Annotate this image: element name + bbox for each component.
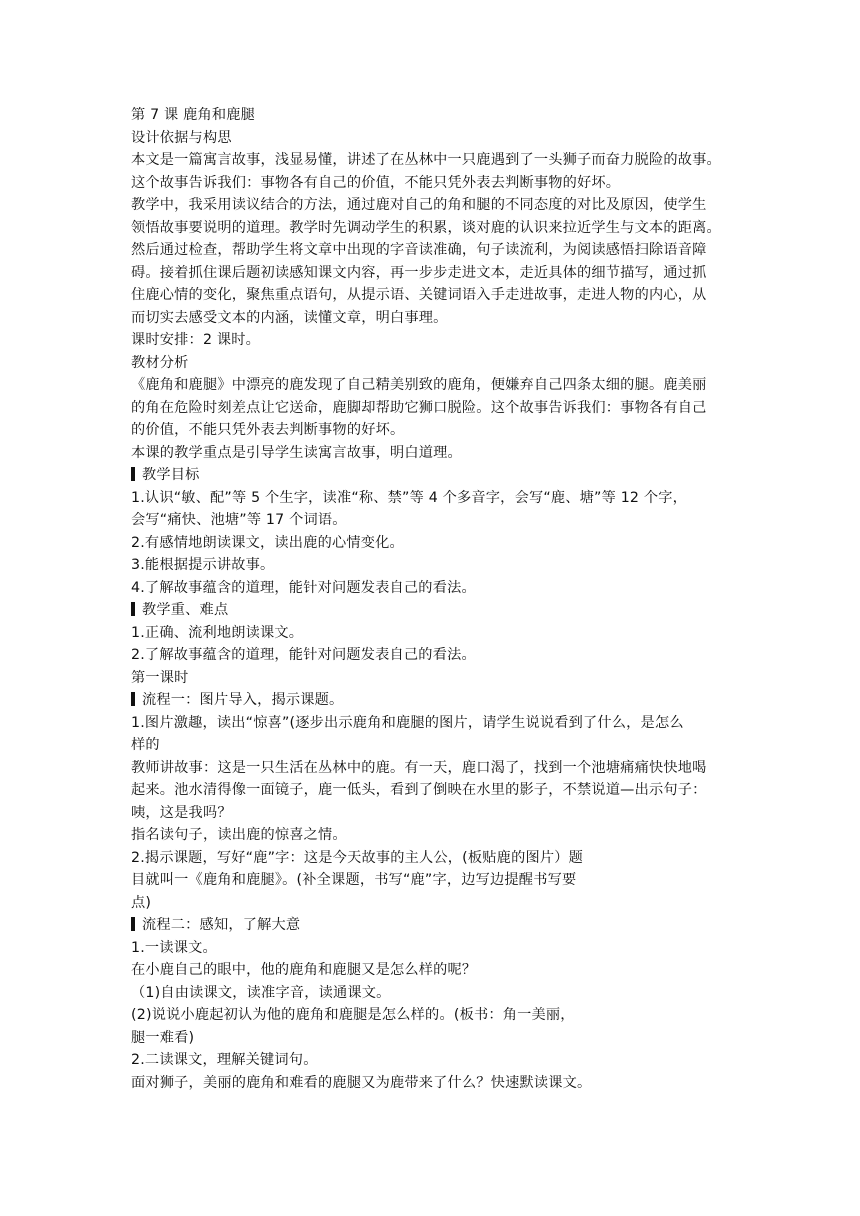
list-item: 会写“痛快、池塘”等 17 个词语。 [131,512,347,528]
paragraph-line: 样的 [131,737,160,753]
paragraph-line: 教师讲故事：这是一只生活在丛林中的鹿。有一天，鹿口渴了，找到一个池塘痛痛快快地喝 [131,759,707,776]
paragraph-line: 咦，这是我吗？ [131,804,232,821]
list-item: 2.有感情地朗读课文，读出鹿的心情变化。 [131,534,404,551]
paragraph-line: 的价值，不能只凭外表去判断事物的好坏。 [131,422,405,438]
section-heading-key-points: 教学重、难点 [131,599,731,622]
paragraph-line: 2.二读课文，理解关键词句。 [131,1052,318,1068]
paragraph-line: 腿一难看) [131,1029,195,1046]
paragraph-line: 在小鹿自己的眼中，他的鹿角和鹿腿又是怎么样的呢？ [131,962,477,978]
paragraph-line: 的角在危险时刻差点让它送命，鹿脚却帮助它狮口脱险。这个故事告诉我们：事物各有自己 [131,399,707,416]
list-item: 4.了解故事蕴含的道理，能针对问题发表自己的看法。 [131,579,476,596]
list-item: 1.认识“敏、配”等 5 个生字，读准“称、禁”等 4 个多音字，会写“鹿、塘”等 12 个字， [131,489,688,506]
paragraph-line: 面对狮子，美丽的鹿角和难看的鹿腿又为鹿带来了什么？快速默读课文。 [131,1074,592,1091]
section-heading-analysis: 教材分析 [131,354,189,371]
section-heading-design: 设计依据与构思 [131,129,232,146]
paragraph-line: 起来。池水清得像一面镜子，鹿一低头，看到了倒映在水里的影子，不禁说道—出示句子： [131,782,707,798]
paragraph-line: 住鹿心情的变化，聚焦重点语句，从提示语、关键词语入手走进故事，走进人物的内心，从 [131,287,707,303]
list-item: 3.能根据提示讲故事。 [131,557,275,573]
paragraph-line: 本文是一篇寓言故事，浅显易懂，讲述了在丛林中一只鹿遇到了一头狮子而奋力脱险的故事。 [131,152,721,168]
paragraph-line: 目就叫一《鹿角和鹿腿》。(补全课题，书写“鹿”字，边写边提醒书写要 [131,872,577,888]
section-heading-step-two: 流程二：感知，了解大意 [131,914,731,937]
paragraph-line: 然后通过检查，帮助学生将文章中出现的字音读准确，句子读流利，为阅读感悟扫除语音障 [131,242,707,258]
paragraph-line: 这个故事告诉我们：事物各有自己的价值，不能只凭外表去判断事物的好坏。 [131,174,621,191]
paragraph-line: 而切实去感受文本的内涵，读懂文章，明白事理。 [131,309,448,326]
paragraph-line: 《鹿角和鹿腿》中漂亮的鹿发现了自己精美别致的鹿角，便嫌弃自己四条太细的腿。鹿美丽 [131,377,707,393]
schedule-line: 课时安排：2 课时。 [131,332,261,348]
paragraph-line: （1)自由读课文，读准字音，读通课文。 [131,984,391,1001]
paragraph-line: 1.图片激趣，读出“惊喜”(逐步出示鹿角和鹿腿的图片，请学生说说看到了什么，是怎么 [131,714,684,731]
list-item: 2.了解故事蕴含的道理，能针对问题发表自己的看法。 [131,647,476,663]
section-heading-first-lesson: 第一课时 [131,669,189,686]
document-page [131,104,731,1094]
section-heading-goals: 教学目标 [131,464,731,487]
lesson-title: 第 7 课 鹿角和鹿腿 [131,107,256,123]
section-heading-step-one: 流程一：图片导入，揭示课题。 [131,689,731,712]
paragraph-line: 2.揭示课题，写好“鹿”字：这是今天故事的主人公，(板贴鹿的图片）题 [131,849,584,866]
paragraph-line: 1.一读课文。 [131,939,217,956]
paragraph-line: 点) [131,894,152,911]
paragraph-line: 教学中，我采用读议结合的方法，通过鹿对自己的角和腿的不同态度的对比及原因，使学生 [131,197,707,213]
paragraph-line: 指名读句子，读出鹿的惊喜之情。 [131,827,347,843]
paragraph-line: 本课的教学重点是引导学生读寓言故事，明白道理。 [131,444,462,461]
list-item: 1.正确、流利地朗读课文。 [131,624,304,641]
paragraph-line: 领悟故事要说明的道理。教学时先调动学生的积累，谈对鹿的认识来拉近学生与文本的距离。 [131,219,721,236]
paragraph-line: 碍。接着抓住课后题初读感知课文内容，再一步步走进文本，走近具体的细节描写，通过抓 [131,264,707,281]
paragraph-line: (2)说说小鹿起初认为他的鹿角和鹿腿是怎么样的。(板书：角一美丽， [131,1007,575,1023]
